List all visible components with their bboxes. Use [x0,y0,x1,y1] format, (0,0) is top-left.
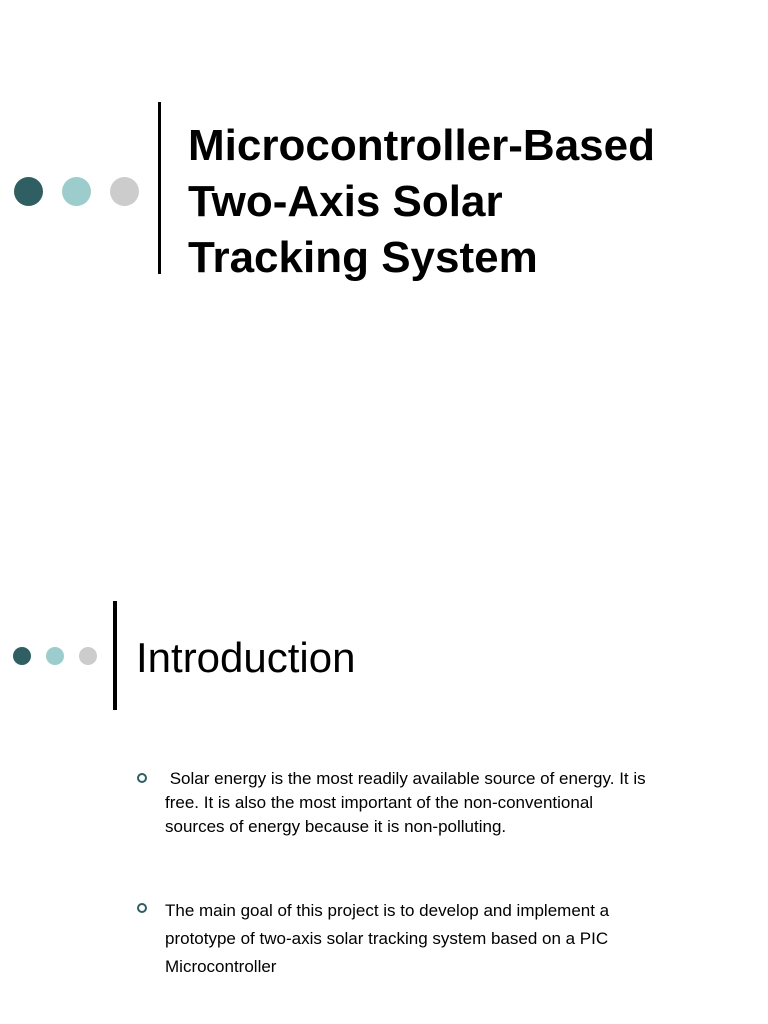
bullet-text [165,767,725,839]
dark-teal-dot-icon [13,647,31,665]
bullet-line: Microcontroller [165,957,277,976]
bullet-text [165,897,725,981]
dark-teal-dot-icon [14,177,43,206]
title-divider [158,102,161,274]
title-line: Two-Axis Solar [188,177,503,226]
gray-dot-icon [110,177,139,206]
bullet-line: sources of energy because it is non-polluting. [165,817,507,836]
light-teal-dot-icon [46,647,64,665]
slide-2-title: Introduction [136,634,356,681]
bullet-line: Solar energy is the most readily available source of energy. It is [165,769,646,788]
bullet-line: free. It is also the most important of the non-conventional [165,793,594,812]
title-line: Tracking System [188,233,538,282]
gray-dot-icon [79,647,97,665]
light-teal-dot-icon [62,177,91,206]
bullet-line: The main goal of this project is to develop and implement a [165,901,610,920]
title-line: Microcontroller-Based [188,121,655,170]
title-divider [113,601,117,710]
bullet-line: prototype of two-axis solar tracking system based on a PIC [165,929,609,948]
slide-1-title [188,118,748,286]
hollow-circle-bullet-icon [137,773,147,783]
hollow-circle-bullet-icon [137,903,147,913]
